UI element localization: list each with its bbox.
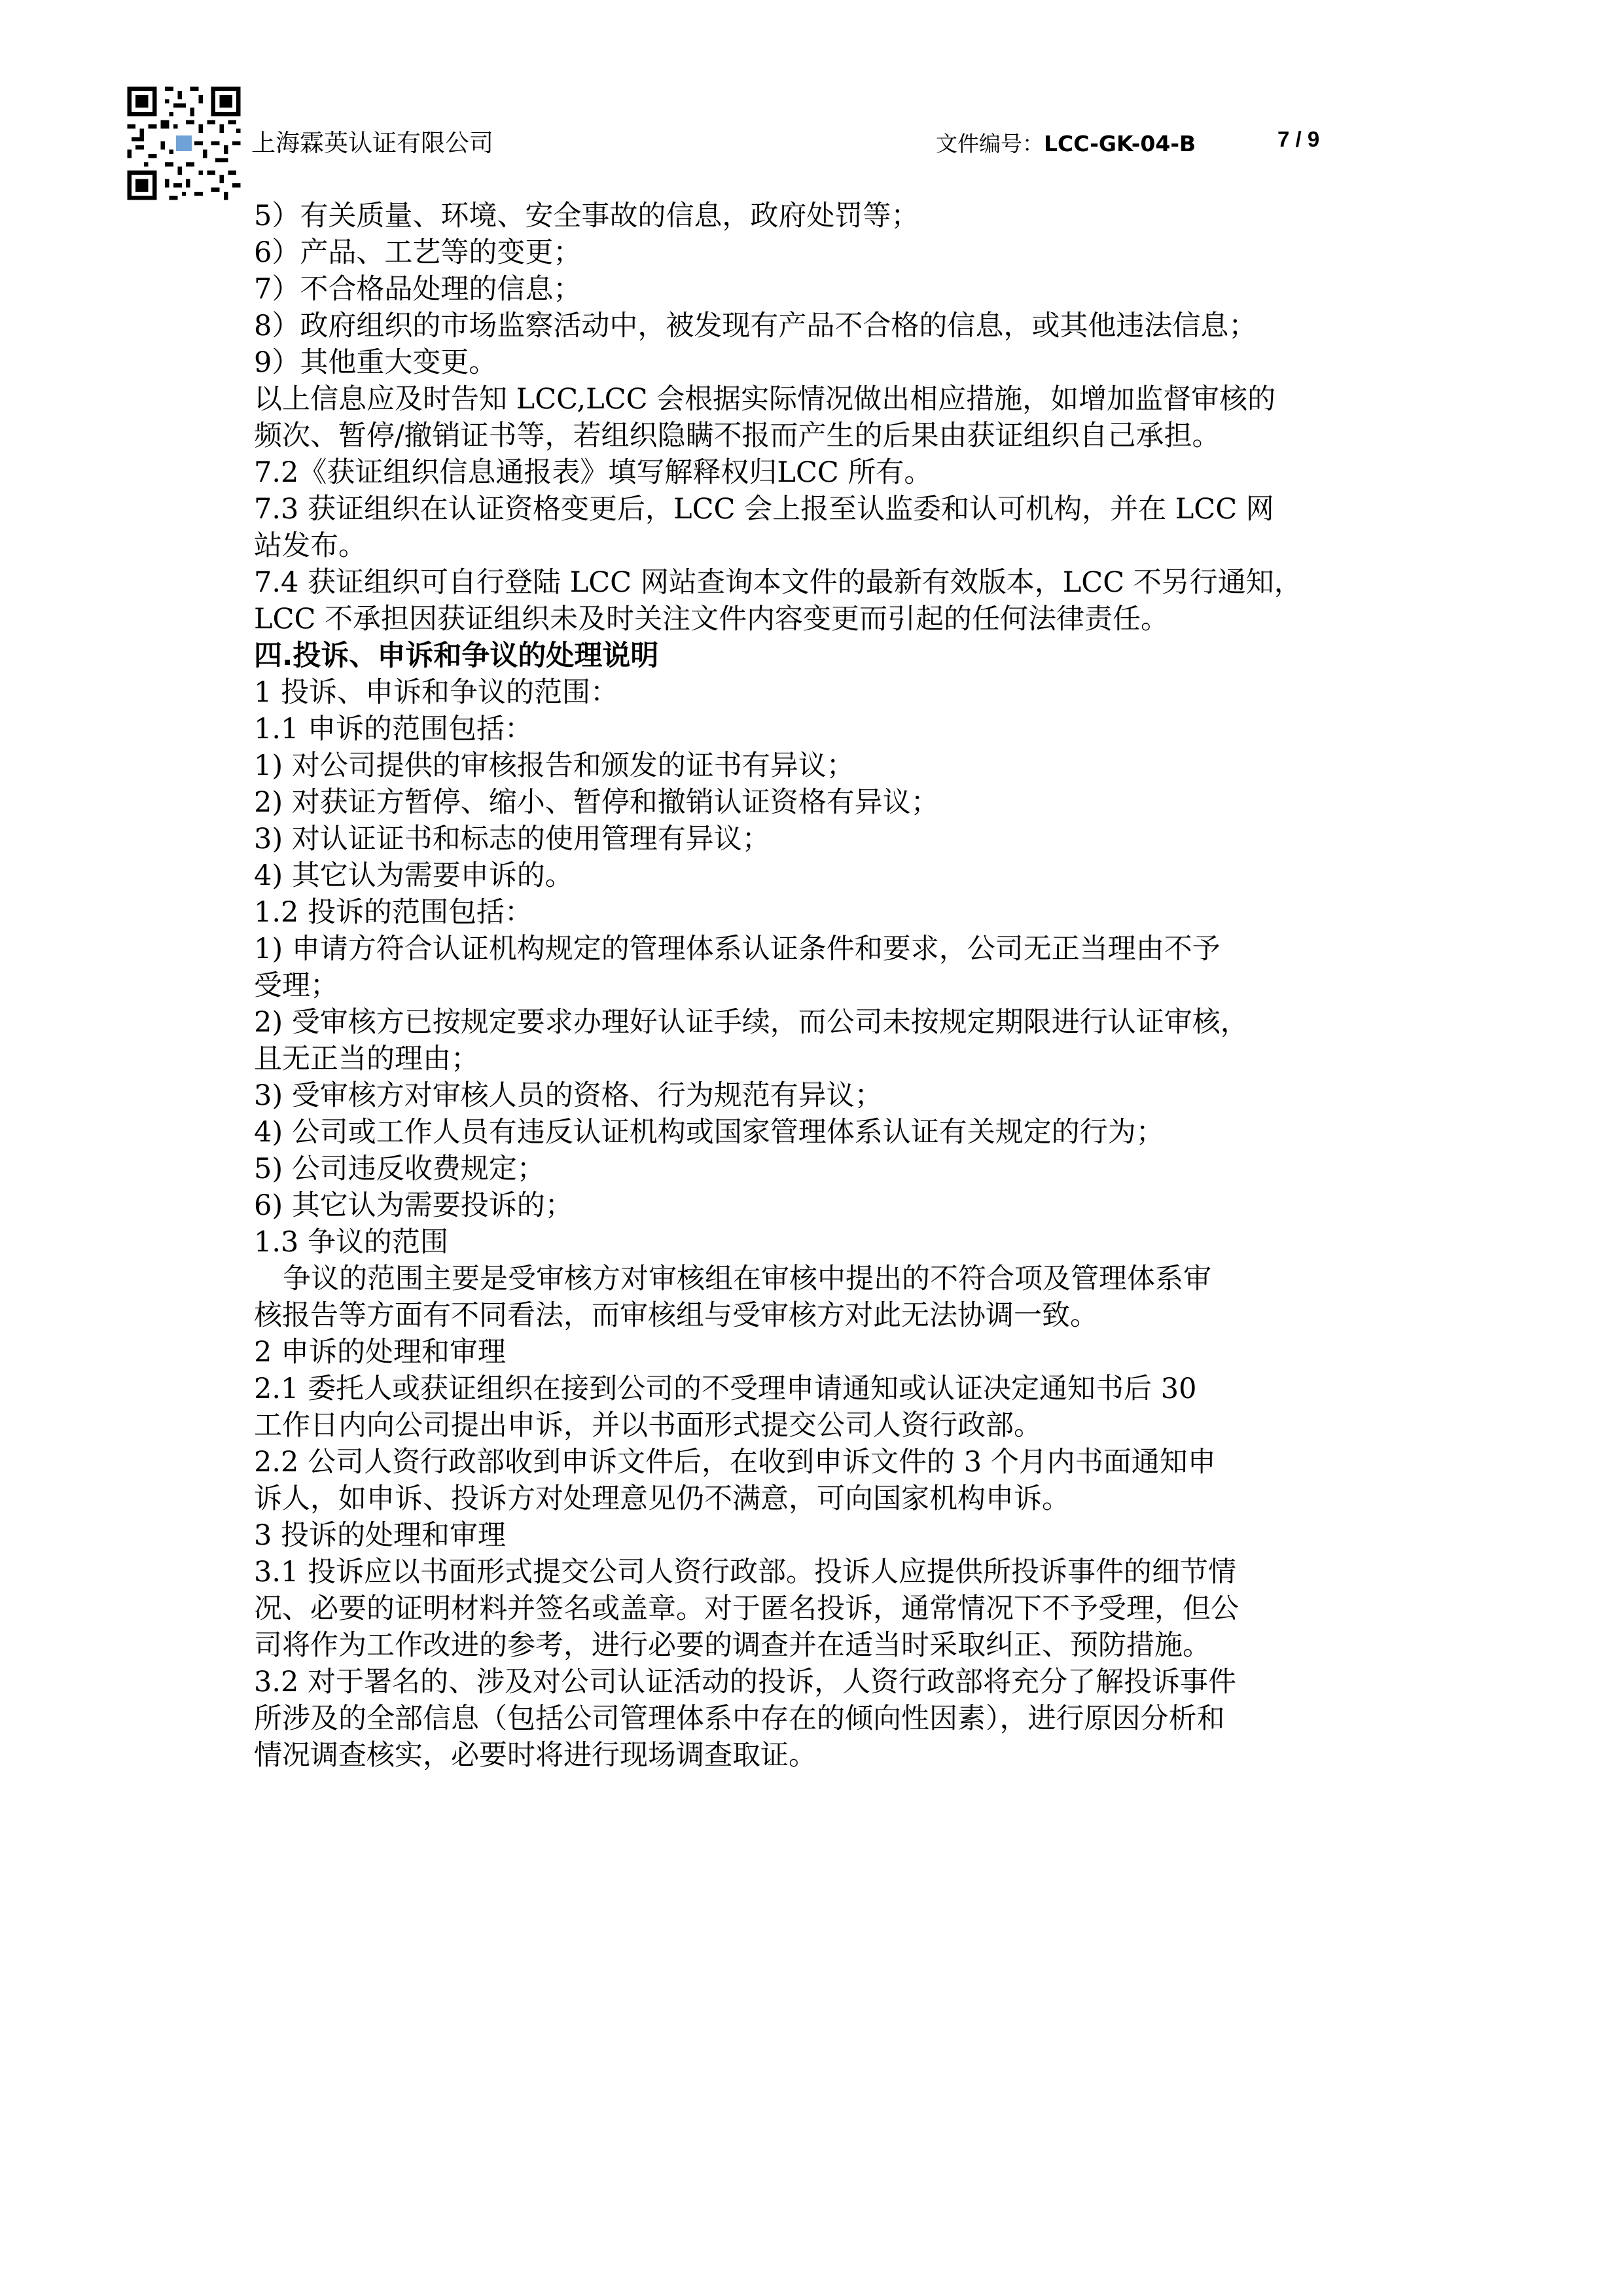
subsection-heading: 2 申诉的处理和审理	[254, 1336, 507, 1369]
list-item: 1) 对公司提供的审核报告和颁发的证书有异议；	[254, 749, 855, 782]
list-item: 受理；	[254, 969, 338, 1002]
paragraph-line: LCC 不承担因获证组织未及时关注文件内容变更而引起的任何法律责任。	[254, 603, 1169, 636]
paragraph-line: 2.1 委托人或获证组织在接到公司的不受理申请通知或认证决定通知书后 30	[254, 1372, 1197, 1405]
page-header	[0, 0, 1623, 209]
document-number-value: LCC-GK-04-B	[1044, 131, 1196, 156]
list-item: 2) 对获证方暂停、缩小、暂停和撤销认证资格有异议；	[254, 786, 939, 819]
paragraph-line: 工作日内向公司提出申诉，并以书面形式提交公司人资行政部。	[254, 1409, 1042, 1442]
list-item: 2) 受审核方已按规定要求办理好认证手续，而公司未按规定期限进行认证审核，	[254, 1006, 1249, 1039]
qr-code-icon	[123, 82, 245, 204]
document-number	[936, 127, 1196, 158]
paragraph-line: 频次、暂停/撤销证书等，若组织隐瞒不报而产生的后果由获证组织自己承担。	[254, 420, 1221, 452]
paragraph-line: 3.2 对于署名的、涉及对公司认证活动的投诉，人资行政部将充分了解投诉事件	[254, 1666, 1237, 1698]
paragraph-line: 站发布。	[254, 529, 366, 562]
paragraph-line: 核报告等方面有不同看法，而审核组与受审核方对此无法协调一致。	[254, 1299, 1098, 1332]
list-item: 6）产品、工艺等的变更；	[254, 236, 582, 269]
list-item: 3) 对认证证书和标志的使用管理有异议；	[254, 823, 770, 855]
document-body	[254, 198, 1393, 1774]
list-item: 9）其他重大变更。	[254, 346, 497, 379]
document-number-label: 文件编号：	[936, 131, 1044, 156]
list-item: 5) 公司违反收费规定；	[254, 1153, 545, 1185]
paragraph-line: 2.2 公司人资行政部收到申诉文件后，在收到申诉文件的 3 个月内书面通知申	[254, 1446, 1216, 1479]
list-item: 8）政府组织的市场监察活动中，被发现有产品不合格的信息，或其他违法信息；	[254, 310, 1257, 342]
paragraph-line: 7.4 获证组织可自行登陆 LCC 网站查询本文件的最新有效版本，LCC 不另行通知，	[254, 566, 1302, 599]
list-item: 4) 其它认为需要申诉的。	[254, 859, 573, 892]
list-item: 1) 申请方符合认证机构规定的管理体系认证条件和要求，公司无正当理由不予	[254, 933, 1221, 965]
subsection-heading: 3 投诉的处理和审理	[254, 1519, 507, 1552]
list-item: 5）有关质量、环境、安全事故的信息，政府处罚等；	[254, 200, 919, 232]
section-heading: 四.投诉、申诉和争议的处理说明	[254, 639, 659, 672]
subsection-heading: 1.3 争议的范围	[254, 1226, 449, 1259]
subsection-heading: 1 投诉、申诉和争议的范围：	[254, 676, 619, 709]
list-item: 6) 其它认为需要投诉的；	[254, 1189, 573, 1222]
list-item: 且无正当的理由；	[254, 1043, 479, 1075]
paragraph-line: 3.1 投诉应以书面形式提交公司人资行政部。投诉人应提供所投诉事件的细节情	[254, 1556, 1237, 1588]
paragraph-line: 况、必要的证明材料并签名或盖章。对于匿名投诉，通常情况下不予受理，但公	[254, 1592, 1239, 1625]
paragraph-line: 争议的范围主要是受审核方对审核组在审核中提出的不符合项及管理体系审	[283, 1263, 1211, 1295]
subsection-heading: 1.2 投诉的范围包括：	[254, 896, 533, 929]
paragraph-line: 7.3 获证组织在认证资格变更后，LCC 会上报至认监委和认可机构，并在 LCC 网	[254, 493, 1274, 526]
subsection-heading: 1.1 申诉的范围包括：	[254, 713, 533, 745]
list-item: 7）不合格品处理的信息；	[254, 273, 582, 306]
page-number: 7 / 9	[1277, 127, 1320, 151]
list-item: 4) 公司或工作人员有违反认证机构或国家管理体系认证有关规定的行为；	[254, 1116, 1164, 1149]
paragraph-line: 诉人，如申诉、投诉方对处理意见仍不满意，可向国家机构申诉。	[254, 1482, 1070, 1515]
list-item: 3) 受审核方对审核人员的资格、行为规范有异议；	[254, 1079, 883, 1112]
paragraph-line: 情况调查核实，必要时将进行现场调查取证。	[254, 1739, 817, 1772]
paragraph-line: 司将作为工作改进的参考，进行必要的调查并在适当时采取纠正、预防措施。	[254, 1629, 1211, 1662]
paragraph-line: 以上信息应及时告知 LCC,LCC 会根据实际情况做出相应措施，如增加监督审核的	[254, 383, 1276, 416]
paragraph-line: 7.2《获证组织信息通报表》填写解释权归LCC 所有。	[254, 456, 933, 489]
company-name: 上海霖英认证有限公司	[251, 129, 493, 157]
paragraph-line: 所涉及的全部信息（包括公司管理体系中存在的倾向性因素），进行原因分析和	[254, 1702, 1225, 1735]
